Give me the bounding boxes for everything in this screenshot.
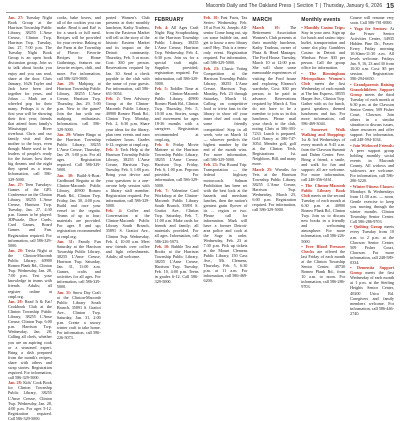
event-listing — [57, 173, 101, 239]
publication-name: Macomb Daily and The Oakland Press — [205, 3, 292, 9]
event-listing — [301, 244, 345, 289]
page-number: 15 — [386, 2, 394, 10]
event-description: Fast Facts, Tax Series: Wednesday, Feb. 18 at Fort St. Joseph; All-senior Come hang out, sip on some bubble tea, and get to know a new library card! Hey. This is a teens-only event. Registration required. For information, call 586-329-5000. — [203, 15, 248, 66]
event-listing — [350, 143, 394, 183]
event-description: meets the first Wednesday of each month at 1 p.m. at the Sterling Heights Senior Center, 40200 Utica Rd. Caregivers and family members welcome. For information, call 586-446-2740. — [350, 270, 394, 316]
event-listing — [106, 96, 150, 146]
event-description: Stay in your area. Sign up for lunch and casino trips: buffet, transportation and some slot play. Gamblers Casino in Detroit and Windsor. Price: $35 per person. Call the group office for information. — [301, 30, 346, 71]
event-description: ported Women's Club presents at their monthly luncheon, Kathy Trudeau, from the Eastown Market will tell us the story of the historic Eastern Market and its impact on the Detroit community. Thursday, Feb. 5 at noon. Cost: $30 per person. Reservations required by Jan. 30. Send a check payable to the club with the name of your guests. For information, call 586-651-5054. — [105, 15, 150, 96]
event-description: meets on the second Tuesday of each month at 6:30 p.m. at 40900 Romeo Plank Rd., Clinton Twp. Join us to discuss new books in a friendly and welcoming atmosphere. For more information, call 586-226-5000. — [301, 193, 346, 244]
event-description: Build-A-Boat: Cardboard Regatta at the Clinton-Macomb Public Library, 40900 Romeo Plank Rd., Clinton Twp. Friday, Jan. 30, 4:00 p.m. Build and race your vessel in the regatta. Teams of up to four; materials are provided. For ages 8 and up; registration recommended at cmpl.org. — [56, 172, 101, 239]
section-heading: FEBRUARY — [154, 17, 184, 23]
event-listing — [155, 25, 199, 86]
event-date: • Grandparents Raising Grandchildren Support Group — [350, 81, 394, 97]
event-date: Jan. 30: — [56, 172, 74, 178]
event-listing — [155, 86, 199, 142]
event-listing — [155, 244, 199, 284]
issue-date: Thursday, January 6, 2026 — [323, 3, 383, 9]
header-rule — [6, 12, 394, 13]
event-description: Toddler Time at the Clinton-Macomb Public Library, 40900 Romeo Plank Rd., Clinton Twp. Thursday, Feb. 5, 10:30 a.m. Stories, songs and movement for ages 18-36 months with a caregiver. Registration recommended at cmpl.org. — [154, 86, 199, 142]
event-date: Feb. 2: — [105, 96, 121, 102]
event-listing — [106, 147, 150, 208]
event-date: Feb. 3: — [105, 147, 119, 153]
event-listing — [301, 71, 345, 127]
column-1 — [8, 15, 52, 421]
column-2 — [57, 15, 101, 395]
event-date: • The Clinton-Macomb Public Library Book Club — [301, 183, 346, 199]
column-6 — [252, 15, 296, 395]
event-date: • The Birmingham Metropolitan Women's Club — [301, 70, 346, 87]
event-description: Friday Movie Matinee at the Harrison Township Public Library, 38255 L'Anse Creuse, Harrison Twp. Friday, Feb. 6, 1:00 p.m. Popcorn provided. For information, call 586-329-5000. — [154, 142, 199, 188]
event-listing — [350, 26, 394, 82]
header-separator: | — [293, 3, 295, 9]
event-description: Tuesday Night Book Group at the Harrison Township Public Library, 38255 L'Anse Creuse, Clinton Twp. Harrison Twp. Tuesday, Jan. 27, 7:00 p.m. The Tuesday Night Book Group is an open book discussion group. Join us to talk about books you enjoy and you can read, share at the door. Chris January, 1626 Tayler and Jack have been tied together for years, and Johan ... Mark are a wheeled pop for their many. Perhaps it is the first year will be showing their first year; friends that attend from family's Mississippi River riverboat. Chris and our family visit and then mother to the boys, even though Marie used to be leaders of people's ready for the future, how their big dreams and the night they spend as a team. Information, call 586-329-5000. — [8, 15, 52, 182]
event-description: meets the first Wednesday of each month at The Inn Express, 38555 Harper Ave., Clinton Twp. Gather with us for lunch, guest speakers, themed luncheons and fun. For more information, call 586-469-3044. — [301, 81, 346, 127]
event-date: Jan. 28: — [8, 380, 23, 386]
column-4 — [155, 15, 199, 395]
event-description: Teen Tuesdays: Games of the GPL Conference on the Clinton Library, 38255 L'Anse Creuse, Harrison Twp. Tuesday, Jan. 27, 4:30 p.m. Games to be played: 3DPuzzle, Dice Cards, Card Games, Board Games and Fun. Registration required. For information, call 586-329-5000. — [8, 182, 52, 248]
event-date: Feb. 4: — [105, 208, 123, 214]
event-date: • Winter Fitness Classes: — [350, 183, 394, 189]
column-5 — [204, 15, 248, 395]
event-date: Feb. 6: — [154, 142, 170, 148]
event-date: • Monthly Casino Trips: — [301, 25, 346, 31]
event-description: are offered the last Friday of each month at the Clinton Township Senior Center, 40730 Romeo Plank Rd., from 10 a.m. to noon. For information, call 586-286-9703. — [301, 249, 346, 290]
event-description: Classic Voting Competition at the Harrison Township Public Library, 38255 L'Anse Creuse, Harrison Twp. Monday, Feb. 23 through Saturday, March 14. Calling on competitive food or trivia fans in the library to show off your inner chef and cook up some friendly competition! Stop in all week, vote on March 14 — whoever predicts the highest number by the end of the month wins. For more information, call 586-329-5000. — [203, 65, 248, 162]
event-listing — [106, 208, 150, 258]
event-listing — [57, 290, 101, 340]
event-listing — [252, 167, 296, 212]
event-listing — [57, 15, 101, 81]
page-header — [0, 0, 400, 12]
event-description: Kids' Cook Book for Clinton Township Public Library, 38255 L'Anse Creuse, Clinton Twp. Wednesday, Jan. 28, 4:00 p.m. For ages 5-12. Registration required. Call 586-329-5000. — [8, 380, 52, 421]
column-8 — [350, 15, 394, 395]
event-listing — [350, 265, 394, 315]
event-listing — [204, 162, 248, 283]
event-description: The Retirement Association Women's Club presents at their monthly luncheon, Kathy Trudeau, owner of Plaza & Head Manager, The Ford House. Tuesday, March 10 at 12:00 p.m. She will share some memorable experiences of visiting the Ford house and exploring Eleanor's wardrobe, Cost: $30 per person, to be paid in advance. Reservations required by March 4. You do not have to be a member to join us in this luncheon. Please mail your check to the club, noting Chris at 586-303-7233. Lunch is prepared. Golf Nancy at 586-747-3054. Mendez golf, golf at the Clinton Tech, Registrations 1st. Neighbors, Bill, and many more. — [252, 25, 297, 167]
event-description: Mondays & Wednesdays from 11:30 a.m. — noon. Gentle exercise to keep you moving through the winter months. Clinton Township Senior Center. Call 586-286-9703. — [350, 188, 394, 224]
event-description: Trivia Night at the Clinton-Macomb Public Library, 40900 Romeo Plank Rd., Clinton Twp. Wednesday, Jan. 28, 7:00 p.m. Test your knowledge in teams with friends. Adults; all register online at cmpl.org. — [8, 248, 52, 299]
event-listing — [57, 239, 101, 289]
event-description: Family Fun Saturday at the Harrison Township Public Library, 38255 L'Anse Creuse, Harrison Twp. Saturday, Jan. 31, 11:00 a.m. Games, crafts and activities for all ages. For information, call 586-329-5000. — [56, 239, 101, 290]
event-listing — [155, 188, 199, 244]
event-description: Wreaths for Vets at the Harrison Township Public Library, 38255 L'Anse Creuse, Harrison Twp. Wednesday, March 25, 6:00 p.m. Registration required. For information, call 586-329-5000. — [252, 166, 297, 213]
event-date: Feb. 7: — [154, 188, 169, 194]
event-description: meets the third Tuesday of each month at 6:30 p.m. at the Clawson Senior Center, 509 Fisher Court, Clawson. Join others in a similar situation to discuss issues, share resources and offer support. For information, call 248-594-1034. — [350, 91, 394, 143]
event-date: Jan. 29: — [56, 81, 75, 87]
event-listing — [204, 15, 248, 65]
event-listing — [204, 66, 248, 162]
event-listing — [301, 25, 345, 70]
event-date: Jan. 28: — [8, 248, 24, 254]
column-7 — [301, 15, 345, 395]
event-description: Snow Day Craft at the Clinton-Macomb Public Library South Branch, 35891 S. Gratiot Ave., Clinton Twp. Saturday, Jan. 31, 2:00 p.m. Create a snowy winter craft to take home. For information, call 586-226-5073. — [56, 290, 101, 341]
event-description: 1st & 3rd Wednesdays of every month at 9:45 a.m. from the Clawson Summit and Dahm Center. Free. Bring a friend, a smile, and walk for fun and support; all are welcome. For more information, call 248-356-6161. — [301, 137, 346, 183]
event-date: • Dementia Support Group — [350, 265, 394, 276]
event-description: A peer support group holding monthly social events in Macomb County. All widows and widowers are welcome. For information, call 586-286-5220. — [350, 147, 394, 183]
event-description: Coffee and Conversation at the Clinton-Macomb Public Library South Branch, 35891 S. Gratiot Ave., Clinton Twp. Wednesday, Feb. 4, 10:00 a.m. Meet new friends over coffee and light refreshments. Adults; all welcome. — [105, 208, 150, 259]
column-3 — [106, 15, 150, 395]
event-date: Feb. 23: — [203, 65, 220, 71]
event-description: Valentine Card Workshop at the Clinton-Macomb Public Library South Branch, 35891 S. Gratiot Ave., Clinton Twp. Saturday, Feb. 7, 11:00 a.m. Make cards for friends and family; all materials provided. For all ages. Information, call 586-226-5073. — [154, 188, 199, 244]
event-description: Bubble Tea and Books at the Harrison Township Public Library, 38255 L'Anse Creuse, Harrison Twp. Tuesday, Feb. 10, 4:00 p.m. Teens in grades 6-12. Call 586-329-5000. — [154, 244, 199, 285]
event-date: Jan. 29: — [56, 132, 72, 138]
event-description: Winter Bingo at the Harrison Township Public Library, 38255 L'Anse Creuse, Thursday, Jan. 29. 3:00 p.m. For all ages. Registration required. Call 586-329-5000. — [56, 132, 101, 173]
event-date: Jan. 27: — [8, 15, 24, 20]
section-heading: Monthly events — [301, 17, 341, 23]
event-listing — [350, 82, 394, 143]
event-date: Feb. 10: — [203, 15, 219, 20]
event-date: • Somerset Walk Walking and Shopping: — [301, 126, 346, 138]
event-date: Jan. 27: — [8, 182, 24, 188]
event-description: cooks, bake lovers, and all of the cookies you can make. Read it and Eat! is for a snack or full meal. Recipes will be provided for your review. Baking at the Farm at the Township of Flavor: Favorite Recipes for Home Gatherings, features our favorite recipes, chili, and more. For information, call 586-329-5000. — [56, 15, 101, 81]
event-listing — [8, 182, 52, 248]
event-description: At the Fraser Senior Activities Center, 34935 Hidden Pine Dr., Fraser. Every Friday morning 10:30am-11:30 a.m. All levels welcome. Fridays Jan. 9, 16, 23 and 30 from 10:30 a.m. Cost: $5 per session. Registration: 586-294-6650. — [350, 25, 394, 82]
event-date: Feb. 10: — [154, 244, 170, 250]
event-date: • Join Widowed Friends: — [350, 142, 394, 148]
event-listing — [155, 142, 199, 187]
event-description: meets every Tuesday from 10 a.m. to 2 p.m. at the Clawson Senior Center, 509 Fisher Court, Clawson. For more information, call 248-589-0334. — [350, 224, 394, 265]
event-date: Feb. 4: — [154, 25, 169, 31]
section-heading: MARCH — [252, 17, 272, 23]
event-date: Feb. 23: — [203, 162, 219, 168]
event-listing — [301, 183, 345, 244]
event-description: Course will resume very soon. Call 586-781-0000. — [350, 15, 394, 26]
event-date: • Free Blood Pressure Checks — [301, 244, 346, 255]
event-listing — [8, 299, 52, 380]
event-listing — [301, 127, 345, 183]
event-listing — [350, 224, 394, 264]
events-columns — [8, 15, 394, 421]
event-date: • Yoga for Seniors: — [350, 25, 388, 31]
event-date: • Quilting Group — [350, 224, 383, 230]
event-listing — [252, 25, 296, 166]
header-separator: | — [319, 3, 322, 9]
event-description: All Ages Craft Night: Bag Scrapbooking at the Harrison Township Public Library, 38255 L'Anse Creuse, Harrison Twp. Wednesday, Feb. 4, 6:30 p.m. Join us for a special craft night. Supplies provided; registration required. For information, call 586-329-5000. — [154, 25, 199, 86]
event-description: Mahjong at Harrison Township Public Library, 38255 L'Anse Creuse, Harrison Twp. Thursday, Jan. 29, 5:00 p.m. New to the game? Join the fun with our mahjong enthusiasts. Information, call 586-329-5000. — [56, 81, 101, 132]
event-listing — [57, 132, 101, 172]
event-description: Teen Advisory Group at the Clinton-Macomb Public Library, 40900 Romeo Plank Rd., Clinton Twp. Monday, Feb. 2, 6:30 p.m. Share your ideas for the library, plan teen events and earn volunteer hours. Grades 6-12; register at cmpl.org. — [105, 96, 150, 147]
section-label: Section T — [296, 3, 318, 9]
event-listing — [8, 248, 52, 298]
event-description: Pax Round Trip: Transportation — the federal highway motorcoach. Salmon Prohibition has been set with the best look at the hazards and merchant lunches, then the nation's greatest grain flyover of its ... region or two. Please call for information. Mark will have a former Detroit-area police and cook at the Sage in order. Wednesday, Feb. 23 at 7:30 p.m. Pick up tickets at the Mount Clemens Public Library, 150 Cass Ave., Mt. Clemens, Thursday, Feb. 5, 6:30 p.m. at 11 a.m. For information, call 586-469-6200. — [203, 162, 248, 284]
event-date: March 25: — [252, 166, 273, 172]
event-description: Tech Help at the Harrison Township Public Library, 38255 L'Anse Creuse, Harrison Twp. Tuesday, Feb. 3, 1:00 p.m. Bring your device and your questions to a one-on-one help session with a library staff member. Registration required. For information, call 586-329-5000. — [105, 147, 150, 208]
event-listing — [8, 15, 52, 182]
event-listing — [350, 184, 394, 224]
event-listing — [57, 81, 101, 131]
event-date: March 10: — [252, 25, 280, 31]
event-date: Jan. 28: — [8, 299, 23, 305]
event-listing — [350, 15, 394, 25]
event-date: Jan. 31: — [56, 290, 72, 296]
event-listing — [106, 15, 150, 96]
event-listing — [8, 380, 52, 420]
event-description: Read It & Eat! Cookbook Club at the Clinton Township Public Library, 38255 L'Anse Creuse, Clinton Twp. 6:00 p.m. Harrison Twp. Wednesday, Jan. 28, Calling all chefs, whether you are an aspiring cook or a seasoned expert. Bring a dish prepared from the month's recipes, share with others and swap stories. Registration required. For information, call 586-329-5000. — [8, 299, 52, 380]
event-date: Feb. 5: — [154, 86, 168, 92]
event-date: Jan. 31: — [56, 239, 75, 245]
